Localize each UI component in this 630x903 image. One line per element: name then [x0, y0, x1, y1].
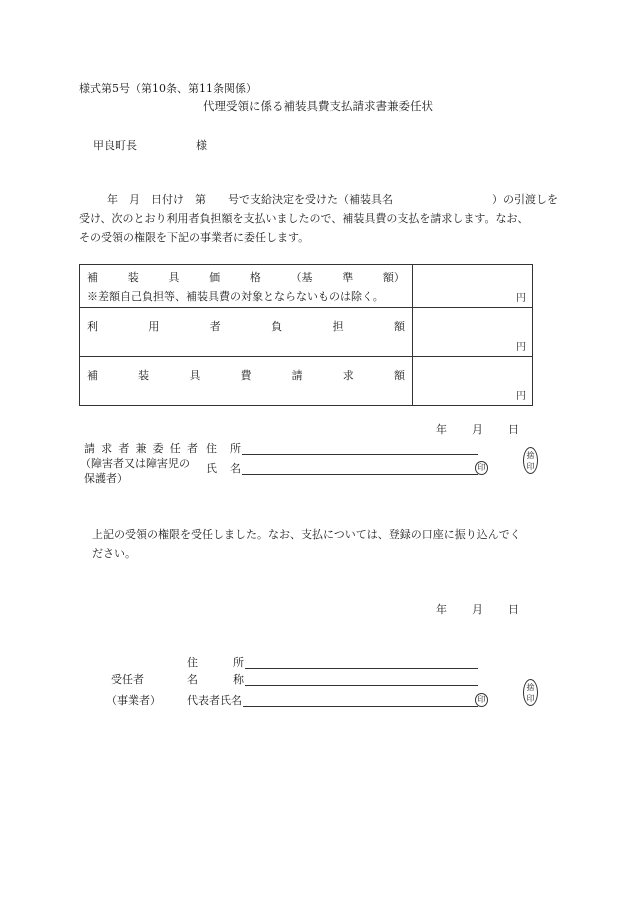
agent-address-label-2: 所: [233, 656, 244, 669]
agent-sub: （事業者）: [106, 694, 161, 707]
date-year: 年: [436, 603, 447, 616]
user-burden-amount[interactable]: [413, 308, 533, 357]
name-label-2: 名: [230, 462, 241, 475]
body-line-2: 受け、次のとおり利用者負担額を支払いましたので、補装具費の支払を請求します。なお、: [79, 212, 529, 225]
requester-name-field[interactable]: [242, 474, 478, 475]
claim-amount-label: 補 装 具 費 請 求 額: [80, 357, 413, 406]
form-number: 様式第5号（第10条、第11条関係）: [79, 82, 257, 95]
yen-unit: 円: [516, 293, 526, 304]
acceptance-line-1: 上記の受領の権限を受任しました。なお、支払については、登録の口座に振り込んでく: [92, 528, 521, 541]
discard-seal: 捨 印: [523, 679, 538, 706]
table-row: [80, 308, 533, 357]
seal-mark: 印: [475, 461, 488, 475]
address-label-2: 所: [230, 442, 241, 455]
seal-mark: 印: [475, 693, 488, 707]
date-month: 月: [472, 423, 483, 436]
requester-title: 請 求 者 兼 委 任 者: [84, 442, 198, 455]
agent-name-label-2: 称: [233, 673, 244, 686]
date-month: 月: [472, 603, 483, 616]
addressee-name: 甲良町長: [93, 139, 137, 152]
base-price-note: ※差額自己負担等、補装具費の対象とならないものは除く。: [87, 290, 384, 303]
address-label-1: 住: [206, 442, 217, 455]
agent-address-label-1: 住: [187, 656, 198, 669]
discard-seal: 捨 印: [523, 447, 538, 474]
acceptance-line-2: ださい。: [92, 547, 136, 560]
agent-address-field[interactable]: [245, 668, 478, 669]
form-title: 代理受領に係る補装具費支払請求書兼委任状: [203, 99, 433, 113]
addressee-honorific: 様: [196, 139, 207, 152]
table-row: [80, 265, 533, 308]
base-price-amount[interactable]: [413, 265, 533, 308]
agent-name-label-1: 名: [187, 673, 198, 686]
fee-table: [79, 264, 533, 406]
date-year: 年: [436, 423, 447, 436]
base-price-label: 補 装 具 価 格 （基 準 額） ※差額自己負担等、補装具費の対象とならないものは除く。: [80, 265, 413, 308]
yen-unit: 円: [516, 342, 526, 353]
date-day: 日: [508, 423, 519, 436]
representative-label: 代表者氏名: [187, 694, 242, 707]
table-row: [80, 357, 533, 406]
name-label-1: 氏: [206, 462, 217, 475]
agent-title: 受任者: [111, 673, 144, 686]
date-day: 日: [508, 603, 519, 616]
body-line-1: 年 月 日付け 第 号で支給決定を受けた（補装具名 ）の引渡しを: [107, 193, 558, 206]
agent-name-field[interactable]: [245, 685, 478, 686]
body-line-3: その受領の権限を下記の事業者に委任します。: [79, 231, 310, 244]
user-burden-label: 利 用 者 負 担 額: [80, 308, 413, 357]
requester-address-field[interactable]: [242, 454, 478, 455]
yen-unit: 円: [516, 391, 526, 402]
representative-field[interactable]: [243, 706, 478, 707]
requester-note-1: （障害者又は障害児の: [80, 457, 190, 470]
claim-amount[interactable]: [413, 357, 533, 406]
requester-note-2: 保護者）: [84, 472, 128, 485]
